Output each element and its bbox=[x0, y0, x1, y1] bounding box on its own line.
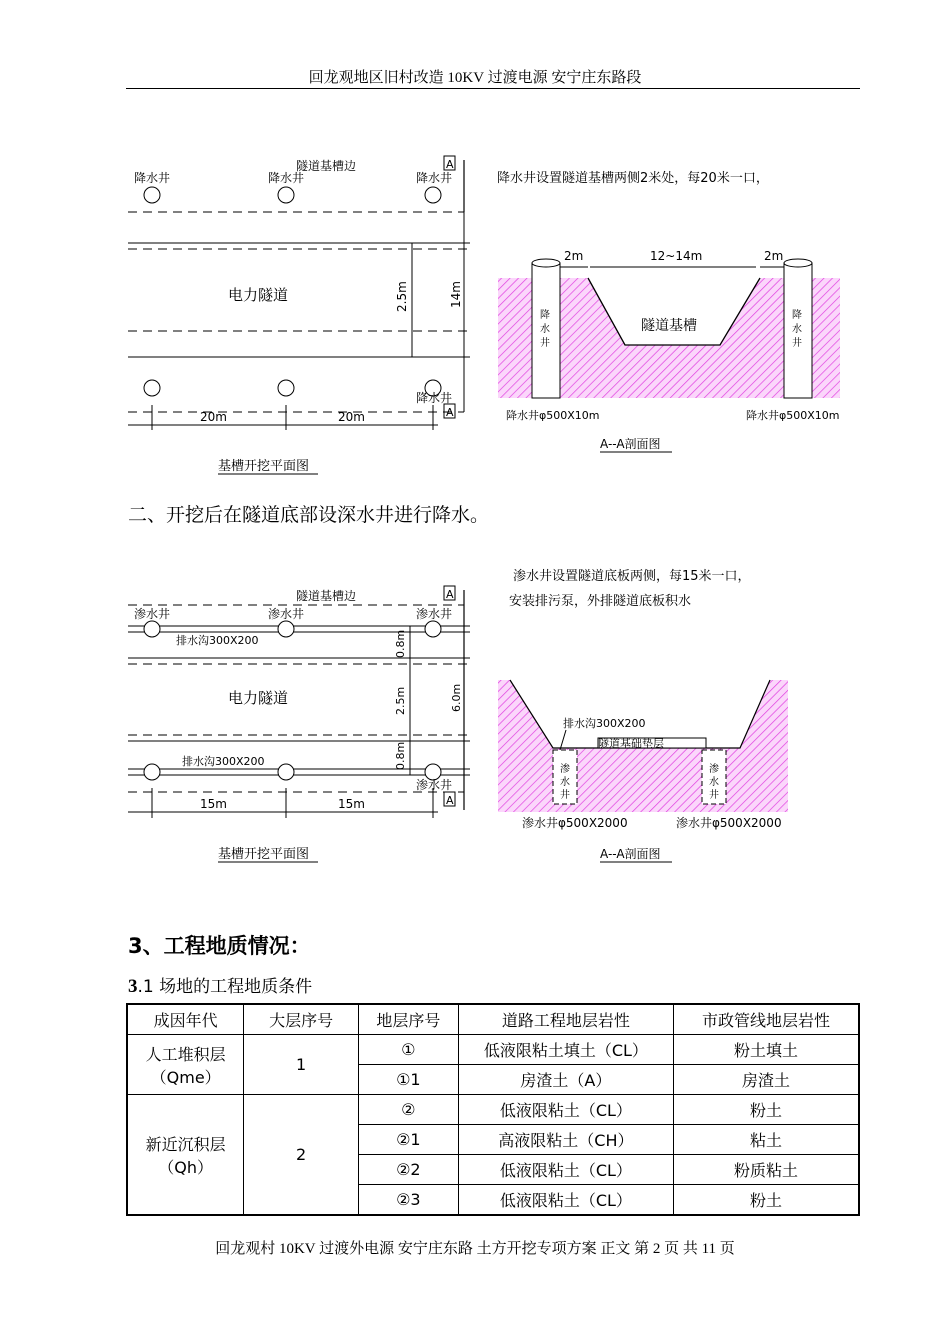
plan2-ditch-label-bottom: 排水沟300X200 bbox=[182, 755, 265, 768]
table-header-cell: 市政管线地层岩性 bbox=[674, 1004, 859, 1035]
road-lithology-cell: 低液限粘土填土（CL） bbox=[458, 1035, 673, 1065]
section2-base-label: 隧道基础垫层 bbox=[598, 737, 664, 750]
section-3-1-num: 3 bbox=[128, 976, 138, 997]
section2-well-left-char-2: 水 bbox=[560, 777, 570, 788]
section1-trench-label: 隧道基槽 bbox=[641, 318, 697, 334]
plan1-well-label-2: 降水井 bbox=[268, 171, 305, 185]
plan2-well-circle bbox=[425, 621, 441, 637]
plan1-well-circle bbox=[144, 380, 160, 396]
layer-cell: ①1 bbox=[358, 1065, 458, 1095]
plan1-well-label-4: 降水井 bbox=[416, 391, 453, 405]
figure-1-drawing bbox=[120, 150, 840, 480]
section-3-title: 3、工程地质情况： bbox=[128, 934, 311, 958]
pipeline-lithology-cell: 粉质粘土 bbox=[674, 1155, 859, 1185]
plan2-well-label-1: 渗水井 bbox=[134, 607, 171, 621]
plan1-caption: 基槽开挖平面图 bbox=[218, 459, 310, 474]
figure-2-drawing bbox=[120, 560, 840, 870]
plan1-well-circle bbox=[425, 187, 441, 203]
plan2-well-label-2: 渗水井 bbox=[268, 607, 305, 621]
plan2-spacing-1: 15m bbox=[200, 797, 227, 811]
plan2-dim-inner: 2.5m bbox=[394, 686, 407, 715]
section1-dim-left: 2m bbox=[564, 249, 584, 263]
plan2-tunnel-label: 电力隧道 bbox=[228, 689, 289, 707]
section2-caption: A--A剖面图 bbox=[600, 847, 661, 861]
section1-note: 降水井设置隧道基槽两侧2米处，每20米一口， bbox=[497, 171, 769, 186]
plan1-well-circle bbox=[144, 187, 160, 203]
road-lithology-cell: 低液限粘土（CL） bbox=[458, 1185, 673, 1216]
era-code: （Qme） bbox=[150, 1067, 221, 1087]
table-header-row bbox=[127, 1004, 859, 1035]
plan2-section-mark-bottom: A bbox=[446, 794, 454, 807]
section1-well-left-char-2: 水 bbox=[540, 324, 550, 335]
era-cell bbox=[127, 1095, 244, 1216]
plan2-well-circle bbox=[278, 621, 294, 637]
section1-dim-right: 2m bbox=[764, 249, 784, 263]
page-footer: 回龙观村 10KV 过渡外电源 安宁庄东路 土方开挖专项方案 正文 第 2 页 共 11 页 bbox=[215, 1241, 735, 1257]
road-lithology-cell: 房渣土（A） bbox=[458, 1065, 673, 1095]
section2-well-spec-left: 渗水井φ500X2000 bbox=[522, 816, 628, 830]
road-lithology-cell: 高液限粘土（CH） bbox=[458, 1125, 673, 1155]
plan1-section-mark-bottom: A bbox=[446, 406, 454, 419]
plan2-section-mark-top: A bbox=[446, 588, 454, 601]
section2-note-line1: 渗水井设置隧道底板两侧，每15米一口， bbox=[513, 569, 751, 584]
table-row bbox=[127, 1035, 859, 1065]
geology-table bbox=[126, 1003, 860, 1216]
plan1-well-label-1: 降水井 bbox=[134, 171, 171, 185]
table-row bbox=[127, 1095, 859, 1125]
plan2-well-label-3: 渗水井 bbox=[416, 607, 453, 621]
pipeline-lithology-cell: 粘土 bbox=[674, 1125, 859, 1155]
plan2-dim-top: 0.8m bbox=[394, 629, 407, 658]
plan2-well-label-4: 渗水井 bbox=[416, 778, 453, 792]
plan2-well-circle bbox=[144, 764, 160, 780]
pipeline-lithology-cell: 粉土填土 bbox=[674, 1035, 859, 1065]
section1-well-left-char-3: 井 bbox=[540, 338, 550, 349]
era-name: 新近沉积层 bbox=[145, 1134, 226, 1154]
section1-well-right-char-3: 井 bbox=[792, 338, 802, 349]
section1-well-spec-left: 降水井φ500X10m bbox=[506, 409, 600, 422]
section2-well-right-char-3: 井 bbox=[709, 790, 719, 801]
section1-dim-mid: 12~14m bbox=[650, 249, 703, 263]
pipeline-lithology-cell: 粉土 bbox=[674, 1185, 859, 1216]
section1-caption: A--A剖面图 bbox=[600, 437, 661, 451]
era-cell bbox=[127, 1035, 244, 1095]
plan1-well-label-3: 降水井 bbox=[416, 171, 453, 185]
major-layer-cell: 2 bbox=[244, 1095, 359, 1216]
figure-2 bbox=[120, 560, 840, 870]
plan2-well-circle bbox=[278, 764, 294, 780]
section1-well-right-top bbox=[784, 259, 812, 267]
section-3-1-title bbox=[128, 972, 312, 998]
plan1-spacing-2: 20m bbox=[338, 410, 365, 424]
section2-ditch-label: 排水沟300X200 bbox=[563, 717, 646, 730]
layer-cell: ②1 bbox=[358, 1125, 458, 1155]
pipeline-lithology-cell: 房渣土 bbox=[674, 1065, 859, 1095]
layer-cell: ②3 bbox=[358, 1185, 458, 1216]
road-lithology-cell: 低液限粘土（CL） bbox=[458, 1155, 673, 1185]
road-lithology-cell: 低液限粘土（CL） bbox=[458, 1095, 673, 1125]
layer-cell: ② bbox=[358, 1095, 458, 1125]
plan1-edge-label: 隧道基槽边 bbox=[296, 159, 357, 173]
plan1-tunnel-label: 电力隧道 bbox=[228, 286, 289, 304]
section1-well-right-char-1: 降 bbox=[792, 310, 802, 321]
page-header: 回龙观地区旧村改造 10KV 过渡电源 安宁庄东路段 bbox=[308, 70, 642, 86]
era-name: 人工堆积层 bbox=[145, 1044, 226, 1064]
plan1-dim-outer: 14m bbox=[449, 281, 463, 308]
section2-well-left-char-3: 井 bbox=[560, 790, 570, 801]
plan2-dim-bottom: 0.8m bbox=[394, 741, 407, 770]
plan2-spacing-2: 15m bbox=[338, 797, 365, 811]
plan1-well-circle bbox=[278, 187, 294, 203]
plan1-section-mark-top: A bbox=[446, 158, 454, 171]
plan1-dim-inner: 2.5m bbox=[395, 281, 409, 312]
major-layer-cell: 1 bbox=[244, 1035, 359, 1095]
figure-1 bbox=[120, 150, 840, 480]
table-header-cell: 道路工程地层岩性 bbox=[458, 1004, 673, 1035]
pipeline-lithology-cell: 粉土 bbox=[674, 1095, 859, 1125]
plan2-edge-label: 隧道基槽边 bbox=[296, 589, 357, 603]
section-3-1-text: .1 场地的工程地质条件 bbox=[137, 977, 313, 997]
plan1-spacing-1: 20m bbox=[200, 410, 227, 424]
layer-cell: ②2 bbox=[358, 1155, 458, 1185]
plan2-ditch-label-top: 排水沟300X200 bbox=[176, 634, 259, 647]
table-header-cell: 大层序号 bbox=[244, 1004, 359, 1035]
header-rule bbox=[126, 88, 860, 89]
section1-well-left-top bbox=[532, 259, 560, 267]
plan2-dim-outer: 6.0m bbox=[450, 683, 463, 712]
era-code: （Qh） bbox=[158, 1157, 214, 1177]
section2-well-right-char-1: 渗 bbox=[709, 764, 719, 775]
section2-ditch-leader bbox=[560, 730, 566, 750]
section2-well-left-char-1: 渗 bbox=[560, 764, 570, 775]
section2-note-line2: 安装排污泵，外排隧道底板积水 bbox=[509, 594, 692, 609]
section1-well-left-char-1: 降 bbox=[540, 310, 550, 321]
section1-well-right-char-2: 水 bbox=[792, 324, 802, 335]
section2-well-spec-right: 渗水井φ500X2000 bbox=[676, 816, 782, 830]
plan2-well-circle bbox=[144, 621, 160, 637]
section2-well-right-char-2: 水 bbox=[709, 777, 719, 788]
plan2-caption: 基槽开挖平面图 bbox=[218, 847, 310, 862]
table-header-cell: 地层序号 bbox=[358, 1004, 458, 1035]
plan1-well-circle bbox=[278, 380, 294, 396]
layer-cell: ① bbox=[358, 1035, 458, 1065]
table-header-cell: 成因年代 bbox=[127, 1004, 244, 1035]
paragraph-dewatering: 二、开挖后在隧道底部设深水井进行降水。 bbox=[128, 504, 490, 526]
section1-well-spec-right: 降水井φ500X10m bbox=[746, 409, 840, 422]
